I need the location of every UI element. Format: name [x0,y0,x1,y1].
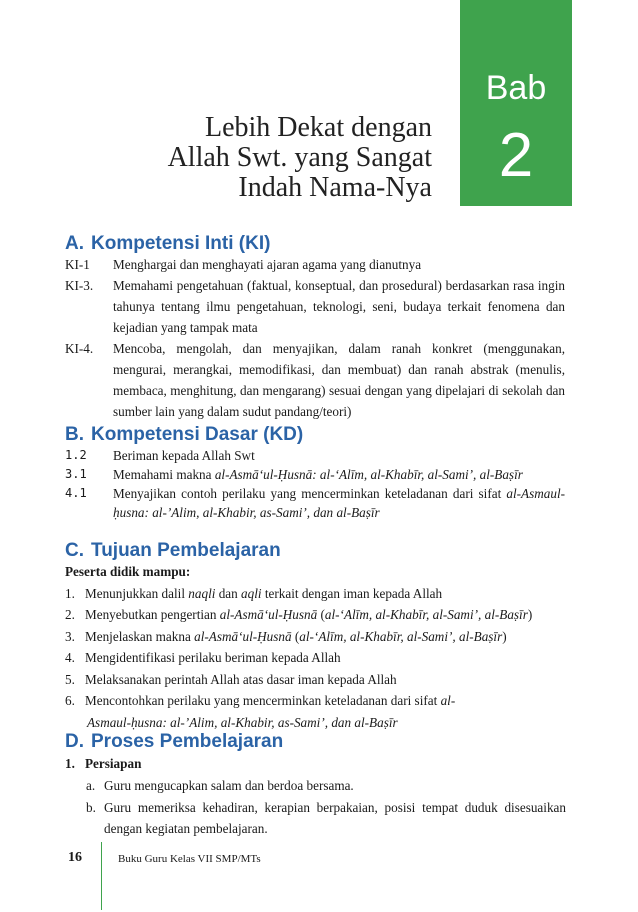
section-a-heading [65,233,270,255]
process-step [65,753,565,775]
process-step-item [65,753,565,775]
process-step-number: 1. [65,756,75,771]
ki-code: KI-3. [65,278,94,293]
substep-letter: b. [86,799,96,815]
ki-item [65,254,565,275]
section-b-letter: B. [65,424,84,445]
book-title: Buku Guru Kelas VII SMP/MTs [118,853,261,865]
process-substep [86,775,566,797]
section-a-title: Kompetensi Inti (KI) [91,233,271,254]
footer-divider [101,842,102,910]
objective-text: ) [527,607,533,622]
ki-item [65,275,565,338]
substep-letter: a. [86,778,96,793]
objective-italic: naqli [188,585,216,601]
objectives-intro: Peserta didik mampu: [65,564,191,579]
kd-item [65,465,565,484]
kd-code: 1.2 [65,448,87,462]
kd-text [113,465,565,484]
objective-italic: al-‘Alīm, al-Khabīr, al-Sami’, al-Baṣīr [299,628,503,644]
ki-code: KI-4. [65,341,94,356]
title-line-2: Allah Swt. yang Sangat [167,142,432,173]
objective-italic: al-Asmā‘ul-Ḥusnā [194,628,292,644]
objective-item [65,690,565,712]
title-line-3: Indah Nama-Nya [238,172,432,203]
objective-text: ( [291,628,300,644]
objective-number: 6. [65,693,75,708]
section-d-heading [65,731,283,753]
objective-italic: aqli [241,585,262,601]
objective-italic: al- [440,693,456,708]
kd-text-plain: Memahami makna [113,467,215,482]
chapter-number: 2 [498,121,534,190]
objective-text: Mencontohkan perilaku yang mencerminkan keteladanan dari sifat [85,693,441,708]
chapter-badge [460,0,572,206]
chapter-label: Bab [485,69,547,107]
objective-item [65,604,565,626]
process-step-title: Persiapan [85,756,142,771]
ki-text: Mencoba, mengolah, dan menyajikan, dalam ranah konkret (menggunakan, mengurai, merangkai, memodifikasi, dan membuat) dan ranah abstrak (menulis, membaca, menghitung, dan mengarang) sesuai dengan yang dipelajari di sekolah dan sumber lain yang dalam sudut pandang/teori) [113,341,565,419]
objective-text: Menjelaskan makna [85,628,195,644]
substep-text: Guru mengucapkan salam dan berdoa bersama. [104,778,354,793]
section-c-title: Tujuan Pembelajaran [91,540,281,561]
process-substeps [86,775,566,840]
substep-text: Guru memeriksa kehadiran, kerapian berpakaian, posisi tempat duduk disesuaikan dengan kegiatan pembelajaran. [104,799,566,836]
objective-number: 4. [65,650,75,665]
kd-text [113,484,565,522]
ki-code: KI-1 [65,257,90,272]
kd-item [65,446,565,465]
objective-italic: al-‘Alīm, al-Khabīr, al-Sami’, al-Baṣīr [324,607,528,622]
kd-code: 4.1 [65,486,87,500]
objective-text: ( [317,607,325,622]
objective-item [65,583,565,605]
objective-number: 1. [65,585,75,601]
section-c-heading [65,540,281,562]
objective-item-continuation [65,712,565,734]
kd-text: Beriman kepada Allah Swt [113,448,255,463]
chapter-title [102,113,432,203]
section-d-letter: D. [65,731,84,752]
objective-item [65,669,565,691]
objective-italic: al-Asmā‘ul-Ḥusnā [219,607,318,622]
kd-item [65,484,565,522]
ki-text: Menghargai dan menghayati ajaran agama yang dianutnya [113,257,422,272]
section-a-letter: A. [65,233,84,254]
objective-text: Mengidentifikasi perilaku beriman kepada Allah [85,650,341,665]
section-b-heading [65,424,303,446]
kd-list [65,446,565,522]
objective-number: 3. [65,628,75,644]
kd-text-italic: al-Asmā‘ul-Ḥusnā: al-‘Alīm, al-Khabīr, al-Sami’, al-Baṣīr [214,467,523,482]
section-b-title: Kompetensi Dasar (KD) [91,424,304,445]
objective-text: Melaksanakan perintah Allah atas dasar iman kepada Allah [85,671,397,687]
objective-text: Menyebutkan pengertian [85,607,220,622]
objective-item [65,647,565,669]
objective-number: 2. [65,607,75,622]
title-line-1: Lebih Dekat dengan [204,112,432,143]
section-c-letter: C. [65,540,84,561]
objective-text: ) [502,628,507,644]
kd-text-plain: Menyajikan contoh perilaku yang mencerminkan keteladanan dari sifat [113,486,507,501]
kd-code: 3.1 [65,467,87,481]
objective-italic: Asmaul-ḥusna: al-’Alim, al-Khabir, as-Sami’, dan al-Baṣīr [87,714,398,730]
process-substep [86,797,566,840]
ki-list [65,254,565,422]
page-number: 16 [68,850,82,865]
ki-item [65,338,565,422]
objective-text: dan [215,585,242,601]
section-d-title: Proses Pembelajaran [91,731,284,752]
objectives-list [65,561,565,733]
objective-text: Menunjukkan dalil [85,585,189,601]
kd-text-italic: al-Asmaul-ḥusna: al-’Alim, al-Khabir, as-Sami’, dan al-Baṣīr [113,486,565,520]
objective-text: terkait dengan iman kepada Allah [261,585,443,601]
ki-text: Memahami pengetahuan (faktual, konseptual, dan prosedural) berdasarkan rasa ingin tahunya tentang ilmu pengetahuan, teknologi, seni, budaya terkait fenomena dan kejadian yang tampak mata [113,278,565,335]
objective-number: 5. [65,671,75,687]
objective-item [65,626,565,648]
